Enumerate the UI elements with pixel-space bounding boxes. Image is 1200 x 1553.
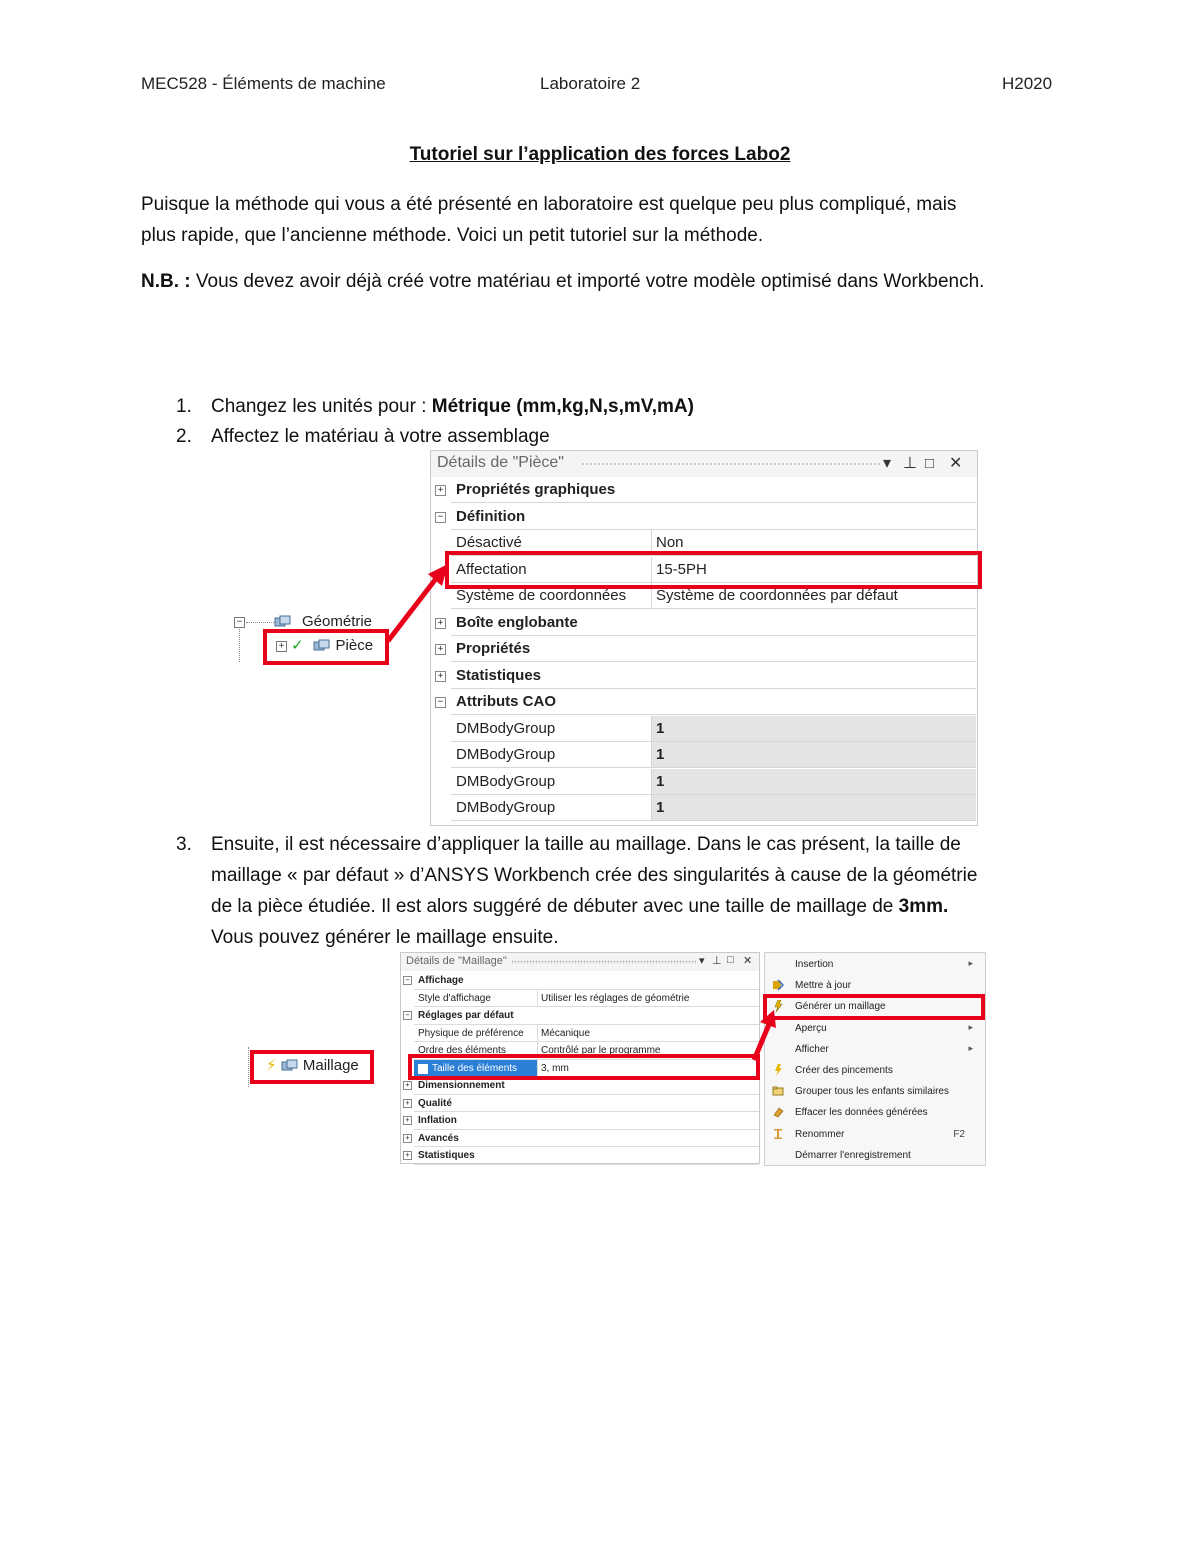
context-menu xyxy=(764,952,986,1166)
step-3-line-1: Ensuite, il est nécessaire d’appliquer la taille au maillage. Dans le cas présent, la taille de xyxy=(211,834,961,855)
update-icon xyxy=(772,979,784,991)
property-label: DMBodyGroup xyxy=(456,719,556,737)
collapse-icon[interactable]: − xyxy=(234,617,245,628)
menu-item[interactable] xyxy=(765,1039,985,1061)
expand-icon[interactable]: + xyxy=(276,641,287,652)
property-label: DMBodyGroup xyxy=(456,746,556,763)
step-2-text: Affectez le matériau à votre assemblage xyxy=(211,426,550,447)
property-row[interactable] xyxy=(437,504,976,530)
nb-text: Vous devez avoir déjà créé votre matériau et importé votre modèle optimisé dans Workbench. xyxy=(190,271,985,292)
property-value[interactable]: 1 xyxy=(656,746,665,763)
property-row[interactable] xyxy=(451,795,976,821)
expand-icon[interactable]: + xyxy=(403,1151,412,1160)
property-value[interactable]: 1 xyxy=(656,719,665,737)
property-label: Système de coordonnées xyxy=(456,587,627,604)
property-label: Affichage xyxy=(418,975,464,986)
tree-item-part-row[interactable] xyxy=(276,636,373,654)
property-label: Physique de préférence xyxy=(418,1027,524,1039)
menu-item-label: Aperçu xyxy=(795,1022,827,1034)
property-label: Inflation xyxy=(418,1115,457,1126)
property-value[interactable]: 1 xyxy=(656,772,665,790)
property-row[interactable] xyxy=(437,689,976,715)
property-label: Dimensionnement xyxy=(418,1080,505,1091)
arrow-to-assignment xyxy=(380,556,460,656)
nb-label: N.B. : xyxy=(141,271,191,292)
property-row[interactable] xyxy=(405,1130,759,1148)
pin-icon[interactable]: ⊥ xyxy=(903,455,917,472)
highlight-element-size xyxy=(408,1054,760,1080)
step-1-number: 1. xyxy=(176,396,192,417)
property-row[interactable] xyxy=(405,972,759,990)
property-label: Désactivé xyxy=(456,534,522,551)
property-value[interactable]: Non xyxy=(656,534,684,551)
property-row[interactable] xyxy=(451,716,976,742)
property-row[interactable] xyxy=(437,636,976,662)
property-value[interactable]: Contrôlé par le programme xyxy=(541,1045,661,1056)
expand-icon[interactable]: + xyxy=(435,485,446,496)
property-value[interactable]: 1 xyxy=(656,799,665,816)
property-row[interactable] xyxy=(437,477,976,503)
menu-item[interactable] xyxy=(765,1060,985,1082)
collapse-icon[interactable]: − xyxy=(435,512,446,523)
step-3-line-3 xyxy=(211,891,1059,922)
tree-item-geometry[interactable]: Géométrie xyxy=(302,613,373,630)
folder-icon xyxy=(772,1085,784,1097)
geometry-icon xyxy=(274,615,292,627)
property-value[interactable]: Mécanique xyxy=(541,1027,590,1039)
property-value[interactable]: 15-5PH xyxy=(656,560,707,578)
property-row[interactable] xyxy=(405,1007,759,1025)
menu-item[interactable] xyxy=(765,1124,985,1146)
property-label: Ordre des éléments xyxy=(418,1045,506,1056)
step-3-line-4: Vous pouvez générer le maillage ensuite. xyxy=(211,927,559,948)
highlight-assignment xyxy=(445,551,982,589)
property-label: Boîte englobante xyxy=(456,613,578,631)
mesh-icon xyxy=(281,1059,299,1071)
document-title: Tutoriel sur l’application des forces Labo2 xyxy=(409,144,791,165)
menu-item[interactable] xyxy=(765,1018,985,1040)
header-term: H2020 xyxy=(1002,74,1053,93)
menu-item-label: Créer des pincements xyxy=(795,1065,893,1076)
close-icon[interactable]: ✕ xyxy=(743,955,753,967)
property-label: Statistiques xyxy=(456,666,542,684)
step-2-number: 2. xyxy=(176,426,192,447)
step-1-text: Changez les unités pour : xyxy=(211,396,432,417)
panel-title-bar-mesh xyxy=(401,953,759,971)
step-1-units: Métrique (mm,kg,N,s,mV,mA) xyxy=(431,396,694,417)
property-label: Attributs CAO xyxy=(456,693,556,710)
property-label: Avancés xyxy=(418,1132,459,1144)
property-label: Réglages par défaut xyxy=(418,1010,514,1021)
property-label: Taille des éléments xyxy=(432,1062,518,1074)
expand-icon[interactable]: + xyxy=(435,671,446,682)
expand-icon[interactable]: + xyxy=(403,1081,412,1090)
panel-title: Détails de "Pièce" xyxy=(437,454,564,471)
submenu-arrow-icon: ▸ xyxy=(968,958,973,968)
nb-paragraph xyxy=(141,266,1059,297)
property-row[interactable] xyxy=(414,990,759,1008)
details-panel-part xyxy=(430,450,978,826)
expand-icon[interactable]: + xyxy=(403,1099,412,1108)
property-value[interactable]: Utiliser les réglages de géométrie xyxy=(541,992,690,1004)
menu-item[interactable] xyxy=(765,1102,985,1124)
menu-item-label: Insertion xyxy=(795,959,834,970)
tree-item-mesh[interactable]: Maillage xyxy=(302,1057,359,1074)
menu-item-label: Mettre à jour xyxy=(795,980,852,992)
collapse-icon[interactable]: − xyxy=(403,976,412,985)
step-3-line-3a: de la pièce étudiée. Il est alors suggéré de débuter avec une taille de maillage de xyxy=(211,896,899,917)
rename-icon xyxy=(772,1128,784,1140)
property-label: DMBodyGroup xyxy=(456,799,556,816)
maximize-icon[interactable]: □ xyxy=(925,455,935,472)
intro-line-1: Puisque la méthode qui vous a été présenté en laboratoire est quelque peu plus compliqué, mais xyxy=(141,194,957,215)
header-course: MEC528 - Éléments de machine xyxy=(141,74,386,93)
step-3-line-2: maillage « par défaut » d’ANSYS Workbench crée des singularités à cause de la géométrie xyxy=(211,865,978,886)
step-3-size: 3mm. xyxy=(898,896,949,917)
menu-item-label: Démarrer l'enregistrement xyxy=(795,1149,911,1161)
part-icon xyxy=(313,639,331,651)
property-label: Propriétés xyxy=(456,640,531,657)
collapse-icon[interactable]: − xyxy=(403,1011,412,1020)
close-icon[interactable]: ✕ xyxy=(949,455,963,472)
property-row[interactable] xyxy=(414,1025,759,1043)
menu-item[interactable] xyxy=(765,1145,985,1167)
property-row[interactable] xyxy=(451,769,976,795)
menu-item-label: Générer un maillage xyxy=(795,1001,886,1013)
collapse-icon[interactable]: − xyxy=(435,697,446,708)
property-label: Qualité xyxy=(418,1097,452,1109)
property-row[interactable] xyxy=(451,742,976,768)
pin-icon[interactable]: ⊥ xyxy=(712,955,722,967)
panel-title-bar xyxy=(431,451,977,477)
menu-item-label: Effacer les données générées xyxy=(795,1107,928,1119)
highlight-generate-mesh xyxy=(763,994,985,1020)
menu-shortcut: F2 xyxy=(953,1128,965,1140)
expand-icon[interactable]: + xyxy=(403,1134,412,1143)
property-label: Définition xyxy=(456,507,526,525)
expand-icon[interactable]: + xyxy=(403,1116,412,1125)
submenu-arrow-icon: ▸ xyxy=(968,1021,973,1032)
intro-line-2: plus rapide, que l’ancienne méthode. Voici un petit tutoriel sur la méthode. xyxy=(141,225,764,246)
header-lab: Laboratoire 2 xyxy=(540,74,641,93)
panel-title-mesh: Détails de "Maillage" xyxy=(406,955,507,967)
step-3 xyxy=(141,829,1059,953)
property-label: DMBodyGroup xyxy=(456,772,556,790)
expand-icon[interactable]: + xyxy=(435,644,446,655)
property-row[interactable] xyxy=(437,663,976,689)
property-value[interactable]: Système de coordonnées par défaut xyxy=(656,587,898,604)
tree-item-part[interactable]: Pièce xyxy=(335,637,374,654)
arrow-to-generate-mesh xyxy=(748,1010,788,1070)
property-label: Style d'affichage xyxy=(418,992,491,1004)
property-row[interactable] xyxy=(405,1112,759,1130)
step-3-number: 3. xyxy=(176,834,192,855)
tree-item-mesh-row[interactable] xyxy=(266,1056,359,1074)
dropdown-icon[interactable]: ▾ xyxy=(883,455,892,472)
property-row[interactable] xyxy=(405,1147,759,1165)
property-label: Statistiques xyxy=(418,1150,475,1161)
property-row[interactable] xyxy=(437,610,976,636)
menu-item[interactable] xyxy=(765,1081,985,1103)
menu-item-label: Renommer xyxy=(795,1128,845,1140)
property-value[interactable]: 3, mm xyxy=(541,1062,569,1074)
property-row[interactable] xyxy=(405,1095,759,1113)
maximize-icon[interactable]: □ xyxy=(727,954,734,966)
property-label: Affectation xyxy=(456,560,527,578)
expand-icon[interactable]: + xyxy=(435,618,446,629)
dropdown-icon[interactable]: ▾ xyxy=(699,955,705,967)
eraser-icon xyxy=(772,1106,784,1118)
lightning-icon: ⚡ xyxy=(266,1057,277,1074)
property-label: Propriétés graphiques xyxy=(456,481,616,498)
menu-item-label: Grouper tous les enfants similaires xyxy=(795,1086,949,1098)
check-icon: ✓ xyxy=(291,637,304,654)
submenu-arrow-icon: ▸ xyxy=(968,1042,973,1053)
menu-item-label: Afficher xyxy=(795,1043,829,1055)
menu-item[interactable] xyxy=(765,954,985,976)
